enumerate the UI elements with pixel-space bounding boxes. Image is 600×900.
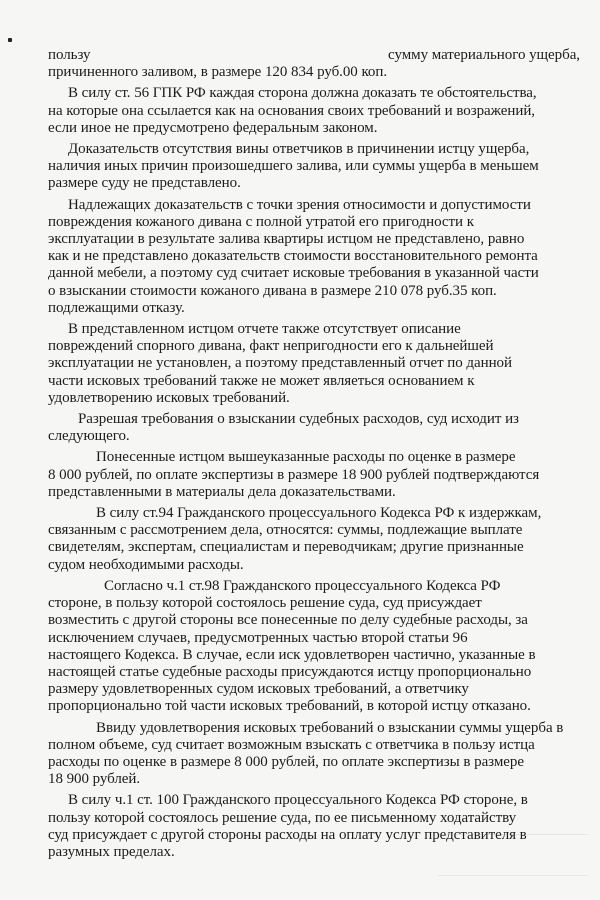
top-line [48, 47, 580, 64]
paragraph-6: Разрешая требования о взыскании судебных расходов, суд исходит из следующего. [48, 411, 519, 445]
paragraph-10: Ввиду удовлетворения исковых требований о взыскании суммы ущерба в полном объеме, суд считает возможным взыскать с ответчика в пользу истца расходы по оценке в размере 8 000 рублей, по оплате экспертизы в размере 18 900 рублей. [48, 719, 564, 788]
top-line-left: пользу [48, 47, 91, 63]
faint-stamp-block [438, 834, 588, 876]
top-line-right: сумму материального ущерба, [388, 47, 580, 63]
paragraph-7: Понесенные истцом вышеуказанные расходы по оценке в размере 8 000 рублей, по оплате экспертизы в размере 18 900 рублей подтверждаются представленными в материалы дела доказательствами. [48, 449, 540, 500]
paragraph-11: В силу ч.1 ст. 100 Гражданского процессуального Кодекса РФ стороне, в пользу которой состоялось решение суда, по ее письменному ходатайству суд присуждает с другой стороны расходы на оплату услуг представителя в разумных пределах. [48, 792, 528, 860]
paragraph-4: Надлежащих доказательств с точки зрения относимости и допустимости повреждения кожаного дивана с полной утратой его пригодности к эксплуатации в результате залива квартиры истцом не представлено, равно как и не представлено доказательств стоимости восстановительного ремонта данной мебели, а поэтому суд считает исковые требования в указанной части о взыскании стоимости кожаного дивана в размере 210 078 руб.35 коп. подлежащими отказу. [48, 196, 539, 316]
margin-mark [8, 38, 12, 42]
document-body [48, 47, 580, 861]
paragraph-1: причиненного заливом, в размере 120 834 руб.00 коп. [48, 64, 388, 81]
paragraph-3: Доказательств отсутствия вины ответчиков в причинении истцу ущерба, наличия иных причин произошедшего залива, или суммы ущерба в меньшем размере суду не представлено. [48, 141, 539, 192]
paragraph-2: В силу ст. 56 ГПК РФ каждая сторона должна доказать те обстоятельства, на которые она ссылается как на основания своих требований и возражений, если иное не предусмотрено федеральным законом. [48, 85, 537, 136]
paragraph-8: В силу ст.94 Гражданского процессуального Кодекса РФ к издержкам, связанным с рассмотрением дела, относятся: суммы, подлежащие выплате свидетелям, экспертам, специалистам и переводчикам; другие признанные судом необходимыми расходы. [48, 505, 542, 573]
paragraph-9: Согласно ч.1 ст.98 Гражданского процессуального Кодекса РФ стороне, в пользу которой состоялось решение суда, суд присуждает возместить с другой стороны все понесенные по делу судебные расходы, за исключением случаев, предусмотренных частью второй статьи 96 настоящего Кодекса. В случае, если иск удовлетворен частично, указанные в настоящей статье судебные расходы присуждаются истцу пропорционально размеру удовлетворенных судом исковых требований, а ответчику пропорционально той части исковых требований, в которой истцу отказано. [48, 577, 536, 715]
paragraph-5: В представленном истцом отчете также отсутствует описание повреждений спорного дивана, факт непригодности его к дальнейшей эксплуатации не установлен, а поэтому представленный отчет по данной части исковых требований также не может являеться основанием к удовлетворению исковых требований. [48, 321, 512, 406]
